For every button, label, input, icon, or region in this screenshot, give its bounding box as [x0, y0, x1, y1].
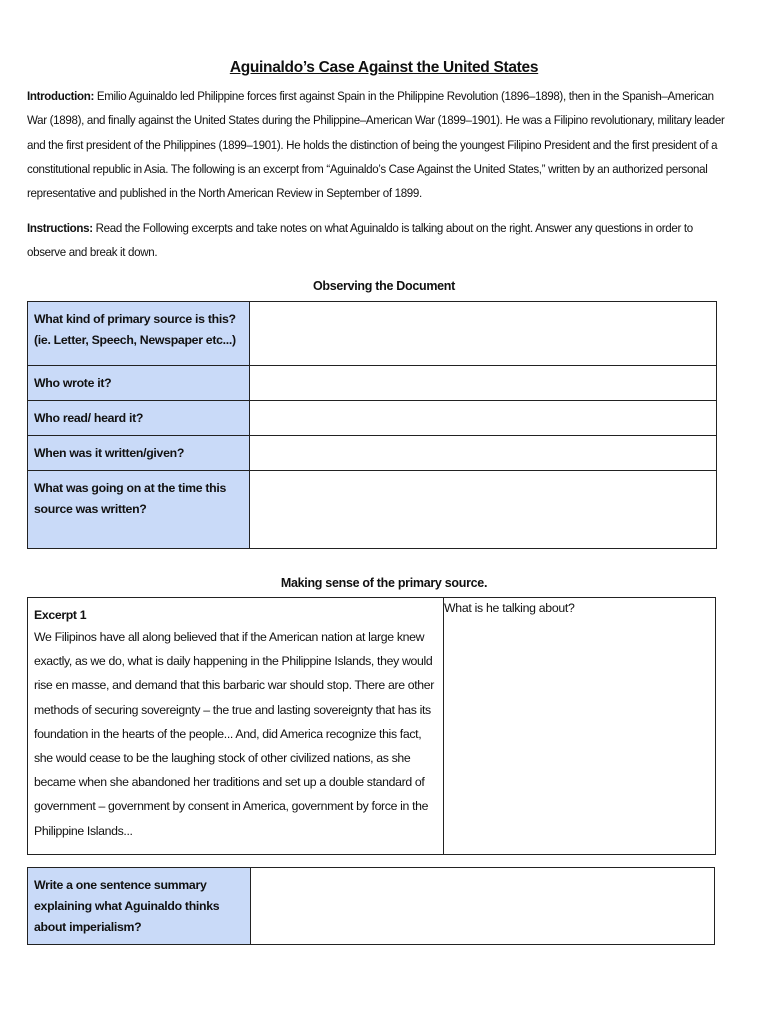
notes-cell[interactable]	[444, 598, 716, 855]
answer-field-date[interactable]	[250, 436, 717, 471]
answer-field-context[interactable]	[250, 471, 717, 549]
summary-table	[27, 867, 715, 945]
table-row	[28, 598, 716, 855]
table-row	[28, 436, 717, 471]
question-cell: What kind of primary source is this? (ie. Letter, Speech, Newspaper etc...)	[28, 302, 250, 366]
making-sense-heading: Making sense of the primary source.	[280, 576, 488, 590]
answer-field-author[interactable]	[250, 366, 717, 401]
answer-field-audience[interactable]	[250, 401, 717, 436]
introduction-label: Introduction:	[27, 89, 94, 103]
instructions-paragraph	[27, 216, 733, 265]
page-title: Aguinaldo’s Case Against the United States	[229, 59, 539, 76]
table-row	[28, 366, 717, 401]
instructions-text: Read the Following excerpts and take notes on what Aguinaldo is talking about on the right. Answer any questions in order to observe and break it down.	[27, 221, 693, 260]
table-row	[28, 302, 717, 366]
summary-answer-field[interactable]	[251, 868, 715, 945]
notes-label: What is he talking about?	[444, 601, 575, 615]
table-row	[28, 868, 715, 945]
excerpt-cell	[28, 598, 444, 855]
excerpt-title: Excerpt 1	[34, 608, 87, 622]
summary-question-cell: Write a one sentence summary explaining what Aguinaldo thinks about imperialism?	[28, 868, 251, 945]
table-row	[28, 471, 717, 549]
observing-heading: Observing the Document	[312, 279, 456, 293]
observing-table	[27, 301, 717, 549]
question-cell: When was it written/given?	[28, 436, 250, 471]
question-cell: Who wrote it?	[28, 366, 250, 401]
answer-field-source-type[interactable]	[250, 302, 717, 366]
introduction-paragraph	[27, 84, 733, 205]
instructions-label: Instructions:	[27, 221, 93, 235]
introduction-text: Emilio Aguinaldo led Philippine forces first against Spain in the Philippine Revolution (1896–1898), then in the Spanish–American War (1898), and finally against the United States during the Philippine–American War (1899–1901). He was a Filipino revolutionary, military leader and the first president of the Philippines (1899–1901). He holds the distinction of being the youngest Filipino President and the first president of a constitutional republic in Asia. The following is an excerpt from “Aguinaldo’s Case Against the United States,” written by an authorized personal representative and published in the North American Review in September of 1899.	[27, 89, 725, 201]
question-cell: What was going on at the time this source was written?	[28, 471, 250, 549]
excerpt-text: We Filipinos have all along believed that if the American nation at large knew exactly, as we do, what is daily happening in the Philippine Islands, they would rise en masse, and demand that this barbaric war should stop. There are other methods of securing sovereignty – the true and lasting sovereignty that has its foundation in the hearts of the people... And, did America recognize this fact, she would cease to be the laughing stock of other civilized nations, as she became when she abandoned her traditions and set up a double standard of government – government by consent in America, government by force in the Philippine Islands...	[34, 630, 435, 838]
excerpt-table	[27, 597, 716, 855]
question-cell: Who read/ heard it?	[28, 401, 250, 436]
table-row	[28, 401, 717, 436]
